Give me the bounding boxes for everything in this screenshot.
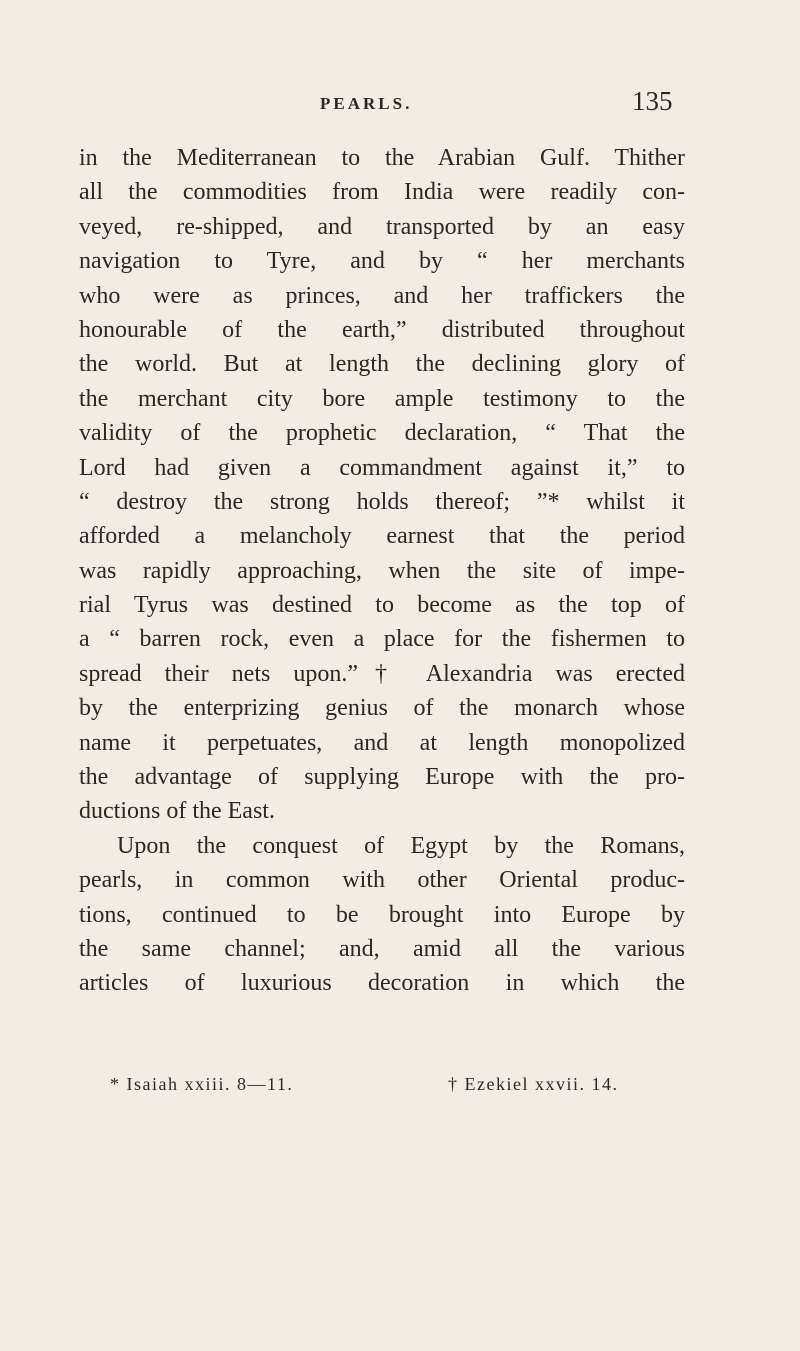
text-line: name it perpetuates, and at length monopolized <box>79 729 685 756</box>
text-line: the merchant city bore ample testimony to the <box>79 385 685 412</box>
text-line: by the enterprizing genius of the monarch whose <box>79 695 685 722</box>
text-line: veyed, re-shipped, and transported by an easy <box>79 213 685 240</box>
footnote-ezekiel: † Ezekiel xxvii. 14. <box>448 1074 619 1094</box>
text-line: all the commodities from India were readily con- <box>79 179 685 206</box>
text-line: “ destroy the strong holds thereof; ”* whilst it <box>79 488 685 515</box>
text-line: was rapidly approaching, when the site of impe- <box>79 557 685 584</box>
running-title: PEARLS. <box>320 94 413 113</box>
text-line: in the Mediterranean to the Arabian Gulf. Thither <box>79 145 685 171</box>
footnote-isaiah: * Isaiah xxiii. 8—11. <box>110 1074 294 1094</box>
text-line: afforded a melancholy earnest that the period <box>79 523 685 550</box>
text-line: spread their nets upon.”† Alexandria was erected <box>79 660 685 687</box>
text-line: pearls, in common with other Oriental produc- <box>79 867 685 894</box>
text-line: rial Tyrus was destined to become as the top of <box>79 592 685 619</box>
text-line: honourable of the earth,” distributed throughout <box>79 316 685 343</box>
text-line: the same channel; and, amid all the various <box>79 935 685 962</box>
text-line: the advantage of supplying Europe with the pro- <box>79 764 685 791</box>
text-line: validity of the prophetic declaration, “ That the <box>79 420 685 447</box>
text-line-paragraph-end: ductions of the East. <box>79 798 275 825</box>
text-line: the world. But at length the declining glory of <box>79 351 685 378</box>
text-line-paragraph-start: Upon the conquest of Egypt by the Romans, <box>117 832 685 859</box>
text-line: articles of luxurious decoration in which the <box>79 970 685 997</box>
text-line: a “ barren rock, even a place for the fishermen to <box>79 626 685 653</box>
text-line: tions, continued to be brought into Europe by <box>79 901 685 928</box>
text-line: Lord had given a commandment against it,” to <box>79 454 685 481</box>
running-head <box>0 86 800 126</box>
page-number: 135 <box>632 86 673 116</box>
body-text <box>79 141 685 1001</box>
text-line: navigation to Tyre, and by “ her merchants <box>79 248 685 275</box>
text-line: who were as princes, and her traffickers the <box>79 282 685 309</box>
footnotes <box>96 1074 696 1104</box>
